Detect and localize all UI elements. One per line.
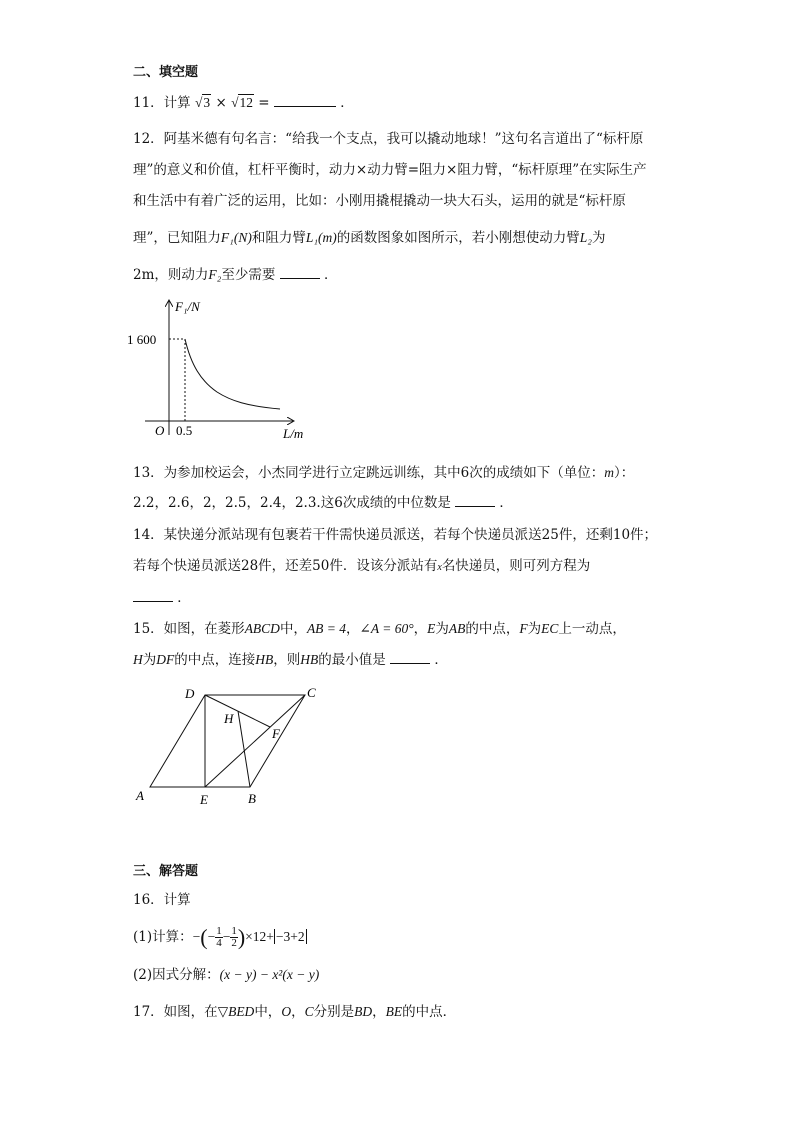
q12-l1m: L₁(m) (305, 230, 337, 245)
q12-line-4 (133, 229, 606, 247)
q15-text-e: 的中点， (465, 621, 520, 637)
q14-answer-blank[interactable] (133, 589, 173, 602)
q15-df: DF (156, 652, 175, 667)
q14-line-2-b: 名快递员，则可列方程为 (441, 558, 591, 574)
x-axis-label: L/m (283, 426, 304, 441)
q15-line-2 (133, 651, 448, 669)
q15-ec: EC (541, 621, 559, 636)
fraction-one-half (230, 926, 238, 949)
q14-line-3 (133, 589, 191, 607)
q12-line-4-d: 为 (592, 230, 606, 246)
q12-answer-blank[interactable] (280, 266, 320, 279)
q11-prefix: 11．计算 (133, 95, 191, 111)
q15-answer-blank[interactable] (390, 651, 430, 664)
q12-line-5 (133, 266, 337, 284)
q15-text-j: ，则 (273, 652, 301, 668)
q16-p2-expression: (x − y) − x²(x − y) (219, 967, 320, 982)
q15-ab4: AB = 4 (306, 621, 347, 636)
q14-var: x (437, 562, 442, 573)
frac2-den: 2 (231, 937, 237, 949)
q14-line-1: 14．某快递分派站现有包裹若干件需快递员派送，若每个快递员派送25件，还剩10件； (133, 527, 658, 543)
segment-ec (205, 695, 305, 787)
q17-triangle: ▽BED (217, 1004, 255, 1019)
origin-label: O (155, 423, 165, 438)
q15-text-b: 中， (279, 621, 307, 637)
segment-hb (238, 711, 250, 787)
fraction-one-quarter (215, 926, 223, 949)
q17-o: O (281, 1004, 292, 1019)
frac1-den: 4 (216, 937, 222, 949)
q17-comma-2: ， (372, 1004, 386, 1020)
q17-line-1 (133, 1003, 456, 1021)
q11-equals: = (258, 95, 270, 111)
y-tick-label: 1 600 (127, 332, 157, 347)
frac1-num: 1 (216, 925, 222, 937)
question-11: 11．计算 √3 × √12 = ． (133, 95, 354, 111)
q17-text-a: 17．如图，在 (133, 1004, 218, 1020)
rhombus-diagram (130, 680, 330, 810)
q11-times: × (215, 95, 227, 111)
q12-line-1: 12．阿基米德有句名言：“给我一个支点，我可以撬动地球！”这句名言道出了“标杆原 (133, 131, 644, 147)
q14-line-2 (133, 557, 590, 577)
q11-radicand-2: 12 (239, 95, 253, 110)
q13-end: ． (499, 495, 513, 511)
q15-text-c: ， (413, 621, 428, 637)
q16-p1-mid: − (222, 929, 231, 944)
q17-text-c: 分别是 (313, 1004, 355, 1020)
q15-text-g: 上一动点， (558, 621, 626, 637)
q13-answer-blank[interactable] (455, 494, 495, 507)
section-title-answer: 三、解答题 (133, 864, 199, 879)
q16-title: 16．计算 (133, 892, 191, 908)
q15-hb-2: HB (300, 652, 319, 667)
q15-text-f: 为 (527, 621, 542, 637)
label-d: D (185, 686, 195, 701)
q12-f2: F₂ (208, 267, 222, 282)
q14-line-2-a: 若每个快递员派送28件，还差50件．设该分派站有 (133, 558, 438, 574)
q16-p1-neg: − (207, 929, 216, 944)
y-axis-label: F₁/N (175, 299, 200, 314)
q13-line-2 (133, 494, 513, 512)
label-e: E (200, 792, 208, 807)
q16-part-1 (133, 924, 307, 951)
q15-text-k: 的最小值是 (318, 652, 386, 668)
q15-text-a: 15．如图，在菱形 (133, 621, 245, 637)
label-c: C (307, 685, 316, 700)
q15-hb: HB (255, 652, 274, 667)
q15-text-h: 为 (142, 652, 157, 668)
frac2-num: 1 (231, 925, 237, 937)
q15-abcd: ABCD (244, 621, 280, 636)
q17-text-d: 的中点． (402, 1004, 457, 1020)
q17-c: C (304, 1004, 314, 1019)
q16-p1-label: (1)计算： (133, 929, 193, 945)
q15-text-i: 的中点，连接 (174, 652, 256, 668)
label-b: B (248, 791, 256, 806)
q11-end: ． (340, 95, 354, 111)
q11-answer-blank[interactable] (274, 94, 336, 107)
q13-line-2-text: 2.2，2.6，2，2.5，2.4，2.3.这6次成绩的中位数是 (133, 495, 451, 511)
q12-line-4-a: 理”，已知阻力 (133, 230, 221, 246)
q15-h: H (133, 652, 143, 667)
q12-line-2: 理”的意义和价值，杠杆平衡时，动力×动力臂=阻力×阻力臂，“标杆原理”在实际生产 (133, 162, 647, 178)
label-a: A (136, 788, 144, 803)
q12-end: ． (323, 267, 338, 283)
q15-end: ． (434, 652, 448, 668)
q17-bd: BD (354, 1004, 373, 1019)
q13-line-1-end: ）： (614, 465, 635, 481)
q13-unit: m (604, 465, 615, 480)
q16-p1-minus: − (192, 929, 201, 944)
q12-line-4-b: 和阻力臂 (251, 230, 306, 246)
q12-line-5-b: 至少需要 (221, 267, 276, 283)
x-tick-label: 0.5 (176, 423, 193, 438)
label-f: F (272, 726, 280, 741)
q17-text-b: 中， (254, 1004, 282, 1020)
q16-p1-rest: ×12+ (245, 929, 274, 944)
q16-p1-close-paren: ) (237, 924, 246, 950)
label-h: H (224, 711, 234, 726)
rhombus-outline (150, 695, 305, 787)
q15-line-1: 15．如图，在菱形ABCD中，AB = 4，∠A = 60°，E为AB的中点，F为EC上一动点， (133, 621, 626, 637)
q12-line-4-c: 的函数图象如图所示，若小刚想使动力臂 (336, 230, 580, 246)
q12-l2: L₂ (579, 230, 592, 245)
q15-e: E (427, 621, 436, 636)
section-title-fill-in: 二、填空题 (133, 65, 199, 80)
q12-line-3: 和生活中有着广泛的运用，比如：小刚用撬棍撬动一块大石头，运用的就是“标杆原 (133, 193, 626, 209)
q17-comma: ， (291, 1004, 305, 1020)
q12-f1n: F₁(N) (220, 230, 252, 245)
q16-p2-label: (2)因式分解： (133, 967, 220, 983)
q15-f: F (519, 621, 528, 636)
q12-line-5-a: 2m，则动力 (133, 267, 209, 283)
q16-p1-open-paren: ( (200, 924, 208, 950)
q16-abs-value: −3+2 (275, 929, 305, 944)
q15-angle: ∠A = 60° (359, 621, 414, 636)
q14-end: ． (177, 590, 191, 606)
segment-df (205, 695, 270, 727)
q13-line-1-text: 13．为参加校运会，小杰同学进行立定跳远训练，其中6次的成绩如下（单位： (133, 465, 605, 481)
q15-text-d: 为 (435, 621, 449, 637)
q13-line-1 (133, 464, 634, 482)
q17-be: BE (385, 1004, 403, 1019)
inverse-function-graph (125, 293, 315, 443)
q15-ab: AB (448, 621, 466, 636)
hyperbola-curve (185, 339, 280, 409)
q16-part-2 (133, 966, 319, 984)
q11-radicand-1: 3 (203, 95, 211, 110)
